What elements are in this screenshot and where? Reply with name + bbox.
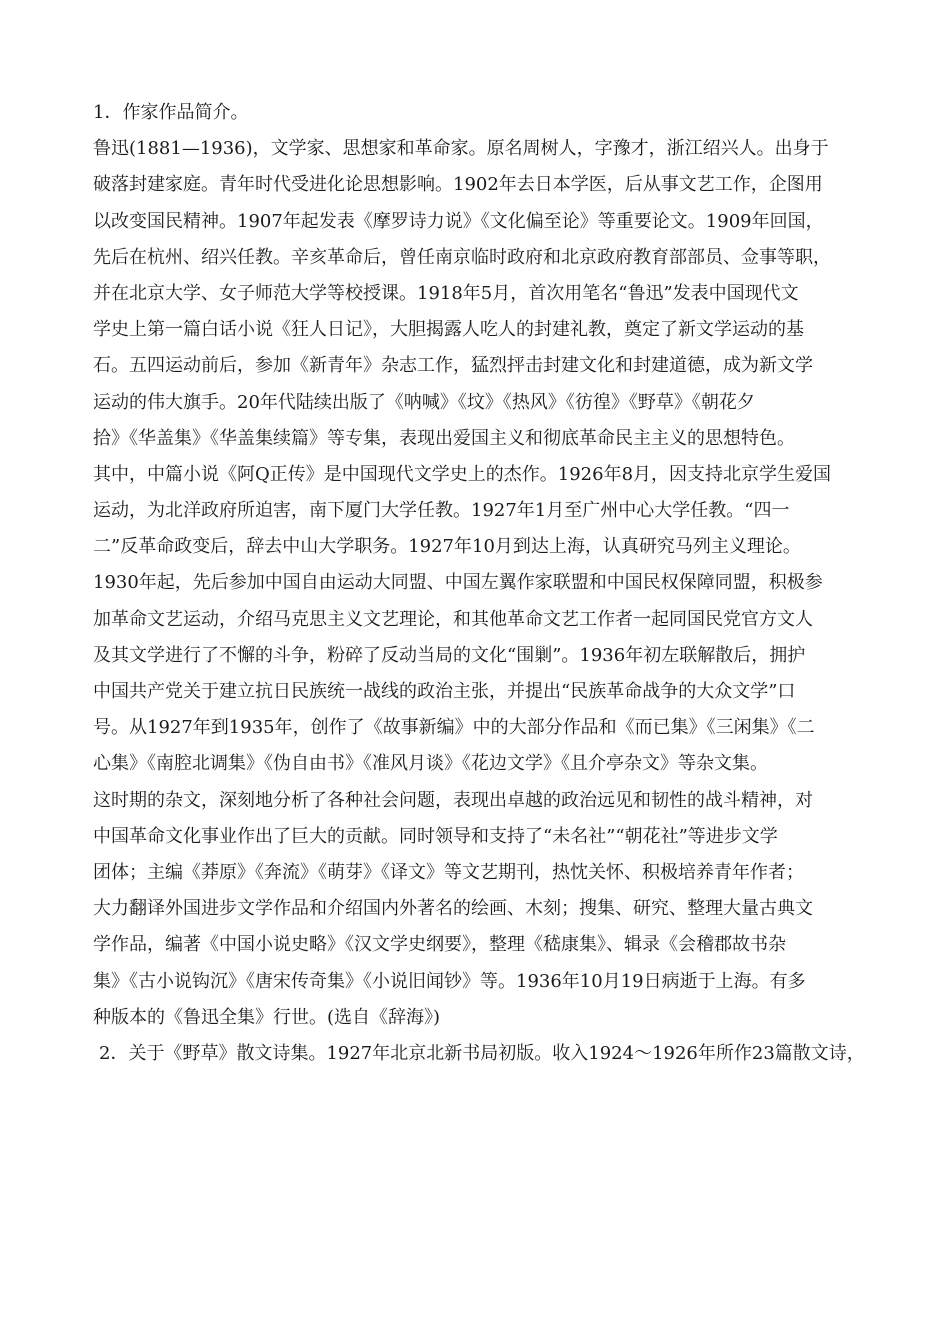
section-heading: 2．关于《野草》散文诗集。1927年北京北新书局初版。收入1924～1926年所作23篇散文诗， <box>99 1042 865 1064</box>
paragraph-line: 学作品，编著《中国小说史略》《汉文学史纲要》，整理《嵇康集》、辑录《会稽郡故书杂 <box>93 934 786 956</box>
paragraph-line: 这时期的杂文，深刻地分析了各种社会问题，表现出卓越的政治远见和韧性的战斗精神，对 <box>93 789 813 811</box>
paragraph-line: 鲁迅(1881—1936)，文学家、思想家和革命家。原名周树人，字豫才，浙江绍兴人。出身于 <box>93 138 829 160</box>
document-body <box>93 95 883 1072</box>
paragraph-line: 学史上第一篇白话小说《狂人日记》，大胆揭露人吃人的封建礼教，奠定了新文学运动的基 <box>93 319 804 341</box>
paragraph-line: 其中，中篇小说《阿Q正传》是中国现代文学史上的杰作。1926年8月，因支持北京学生爱国 <box>93 463 832 485</box>
paragraph-line: 号。从1927年到1935年，创作了《故事新编》中的大部分作品和《而已集》《三闲集》《二 <box>93 717 815 739</box>
paragraph-line: 团体；主编《莽原》《奔流》《萌芽》《译文》等文艺期刊，热忱关怀、积极培养青年作者； <box>93 861 804 883</box>
paragraph-line: 运动的伟大旗手。20年代陆续出版了《呐喊》《坟》《热风》《彷徨》《野草》《朝花夕 <box>93 391 755 413</box>
paragraph-line: 二”反革命政变后，辞去中山大学职务。1927年10月到达上海，认真研究马列主义理论。 <box>93 536 801 558</box>
section-heading: 1．作家作品简介。 <box>93 102 249 123</box>
paragraph-line: 先后在杭州、绍兴任教。辛亥革命后，曾任南京临时政府和北京政府教育部部员、佥事等职， <box>93 246 831 268</box>
paragraph-line: 运动，为北洋政府所迫害，南下厦门大学任教。1927年1月至广州中心大学任教。“四一 <box>93 500 790 522</box>
paragraph-line: 大力翻译外国进步文学作品和介绍国内外著名的绘画、木刻；搜集、研究、整理大量古典文 <box>93 898 813 920</box>
paragraph-line: 1930年起，先后参加中国自由运动大同盟、中国左翼作家联盟和中国民权保障同盟，积极参 <box>93 572 823 594</box>
paragraph-line: 加革命文艺运动，介绍马克思主义文艺理论，和其他革命文艺工作者一起同国民党官方文人 <box>93 608 813 630</box>
paragraph-line: 拾》《华盖集》《华盖集续篇》等专集，表现出爱国主义和彻底革命民主主义的思想特色。 <box>93 427 795 449</box>
paragraph-line: 破落封建家庭。青年时代受进化论思想影响。1902年去日本学医，后从事文艺工作，企图用 <box>93 174 823 196</box>
paragraph-line: 以改变国民精神。1907年起发表《摩罗诗力说》《文化偏至论》等重要论文。1909年回国， <box>93 210 824 232</box>
paragraph-line: 中国共产党关于建立抗日民族统一战线的政治主张，并提出“民族革命战争的大众文学”口 <box>93 681 796 702</box>
paragraph-line: 石。五四运动前后，参加《新青年》杂志工作，猛烈抨击封建文化和封建道德，成为新文学 <box>93 355 813 377</box>
paragraph-line: 并在北京大学、女子师范大学等校授课。1918年5月，首次用笔名“鲁迅”发表中国现代文 <box>93 282 799 304</box>
paragraph-line: 种版本的《鲁迅全集》行世。(选自《辞海》) <box>93 1006 441 1028</box>
paragraph-line: 集》《古小说钩沉》《唐宋传奇集》《小说旧闻钞》等。1936年10月19日病逝于上海。有多 <box>93 970 806 992</box>
paragraph-line: 中国革命文化事业作出了巨大的贡献。同时领导和支持了“未名社”“朝花社”等进步文学 <box>93 825 778 847</box>
paragraph-line: 及其文学进行了不懈的斗争，粉碎了反动当局的文化“围剿”。1936年初左联解散后，拥护 <box>93 644 806 666</box>
paragraph-line: 心集》《南腔北调集》《伪自由书》《准风月谈》《花边文学》《且介亭杂文》等杂文集。 <box>93 753 768 775</box>
